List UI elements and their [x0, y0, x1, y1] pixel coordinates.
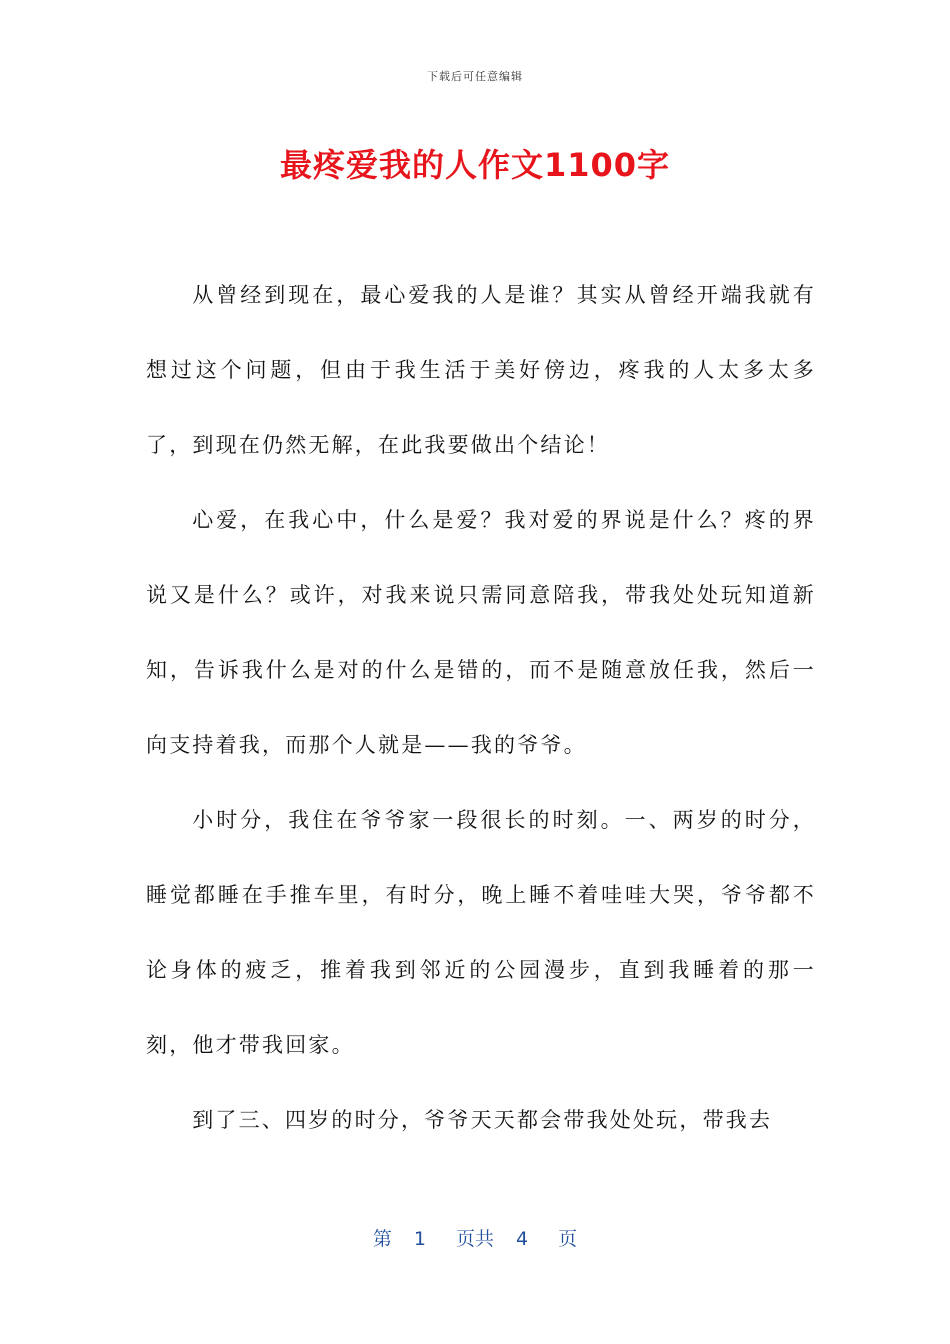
document-title: 最疼爱我的人作文1100字	[279, 146, 671, 184]
paragraph: 到了三、四岁的时分，爷爷天天都会带我处处玩，带我去	[192, 1108, 773, 1132]
page-label-prefix: 第	[372, 1228, 392, 1250]
total-pages-number: 4	[516, 1228, 529, 1250]
paragraph: 心爱，在我心中，什么是爱？我对爱的界说是什么？疼的界说又是什么？或许，对我来说只需同意陪我，带我处处玩知道新知，告诉我什么是对的什么是错的，而不是随意放任我，然后一向支持着我，而那个人就是——我的爷爷。	[146, 508, 816, 757]
header-note: 下载后可任意编辑	[427, 70, 523, 83]
page-label-middle: 页共	[455, 1228, 494, 1250]
page-label-suffix: 页	[558, 1228, 578, 1250]
paragraph: 小时分，我住在爷爷家一段很长的时刻。一、两岁的时分，睡觉都睡在手推车里，有时分，晚上睡不着哇哇大哭，爷爷都不论身体的疲乏，推着我到邻近的公园漫步，直到我睡着的那一刻，他才带我回家。	[146, 808, 816, 1057]
document-body	[146, 258, 816, 1158]
paragraph: 从曾经到现在，最心爱我的人是谁？其实从曾经开端我就有想过这个问题，但由于我生活于美好傍边，疼我的人太多太多了，到现在仍然无解，在此我要做出个结论！	[146, 283, 816, 457]
page-footer	[0, 1224, 950, 1251]
current-page-number: 1	[413, 1228, 426, 1250]
